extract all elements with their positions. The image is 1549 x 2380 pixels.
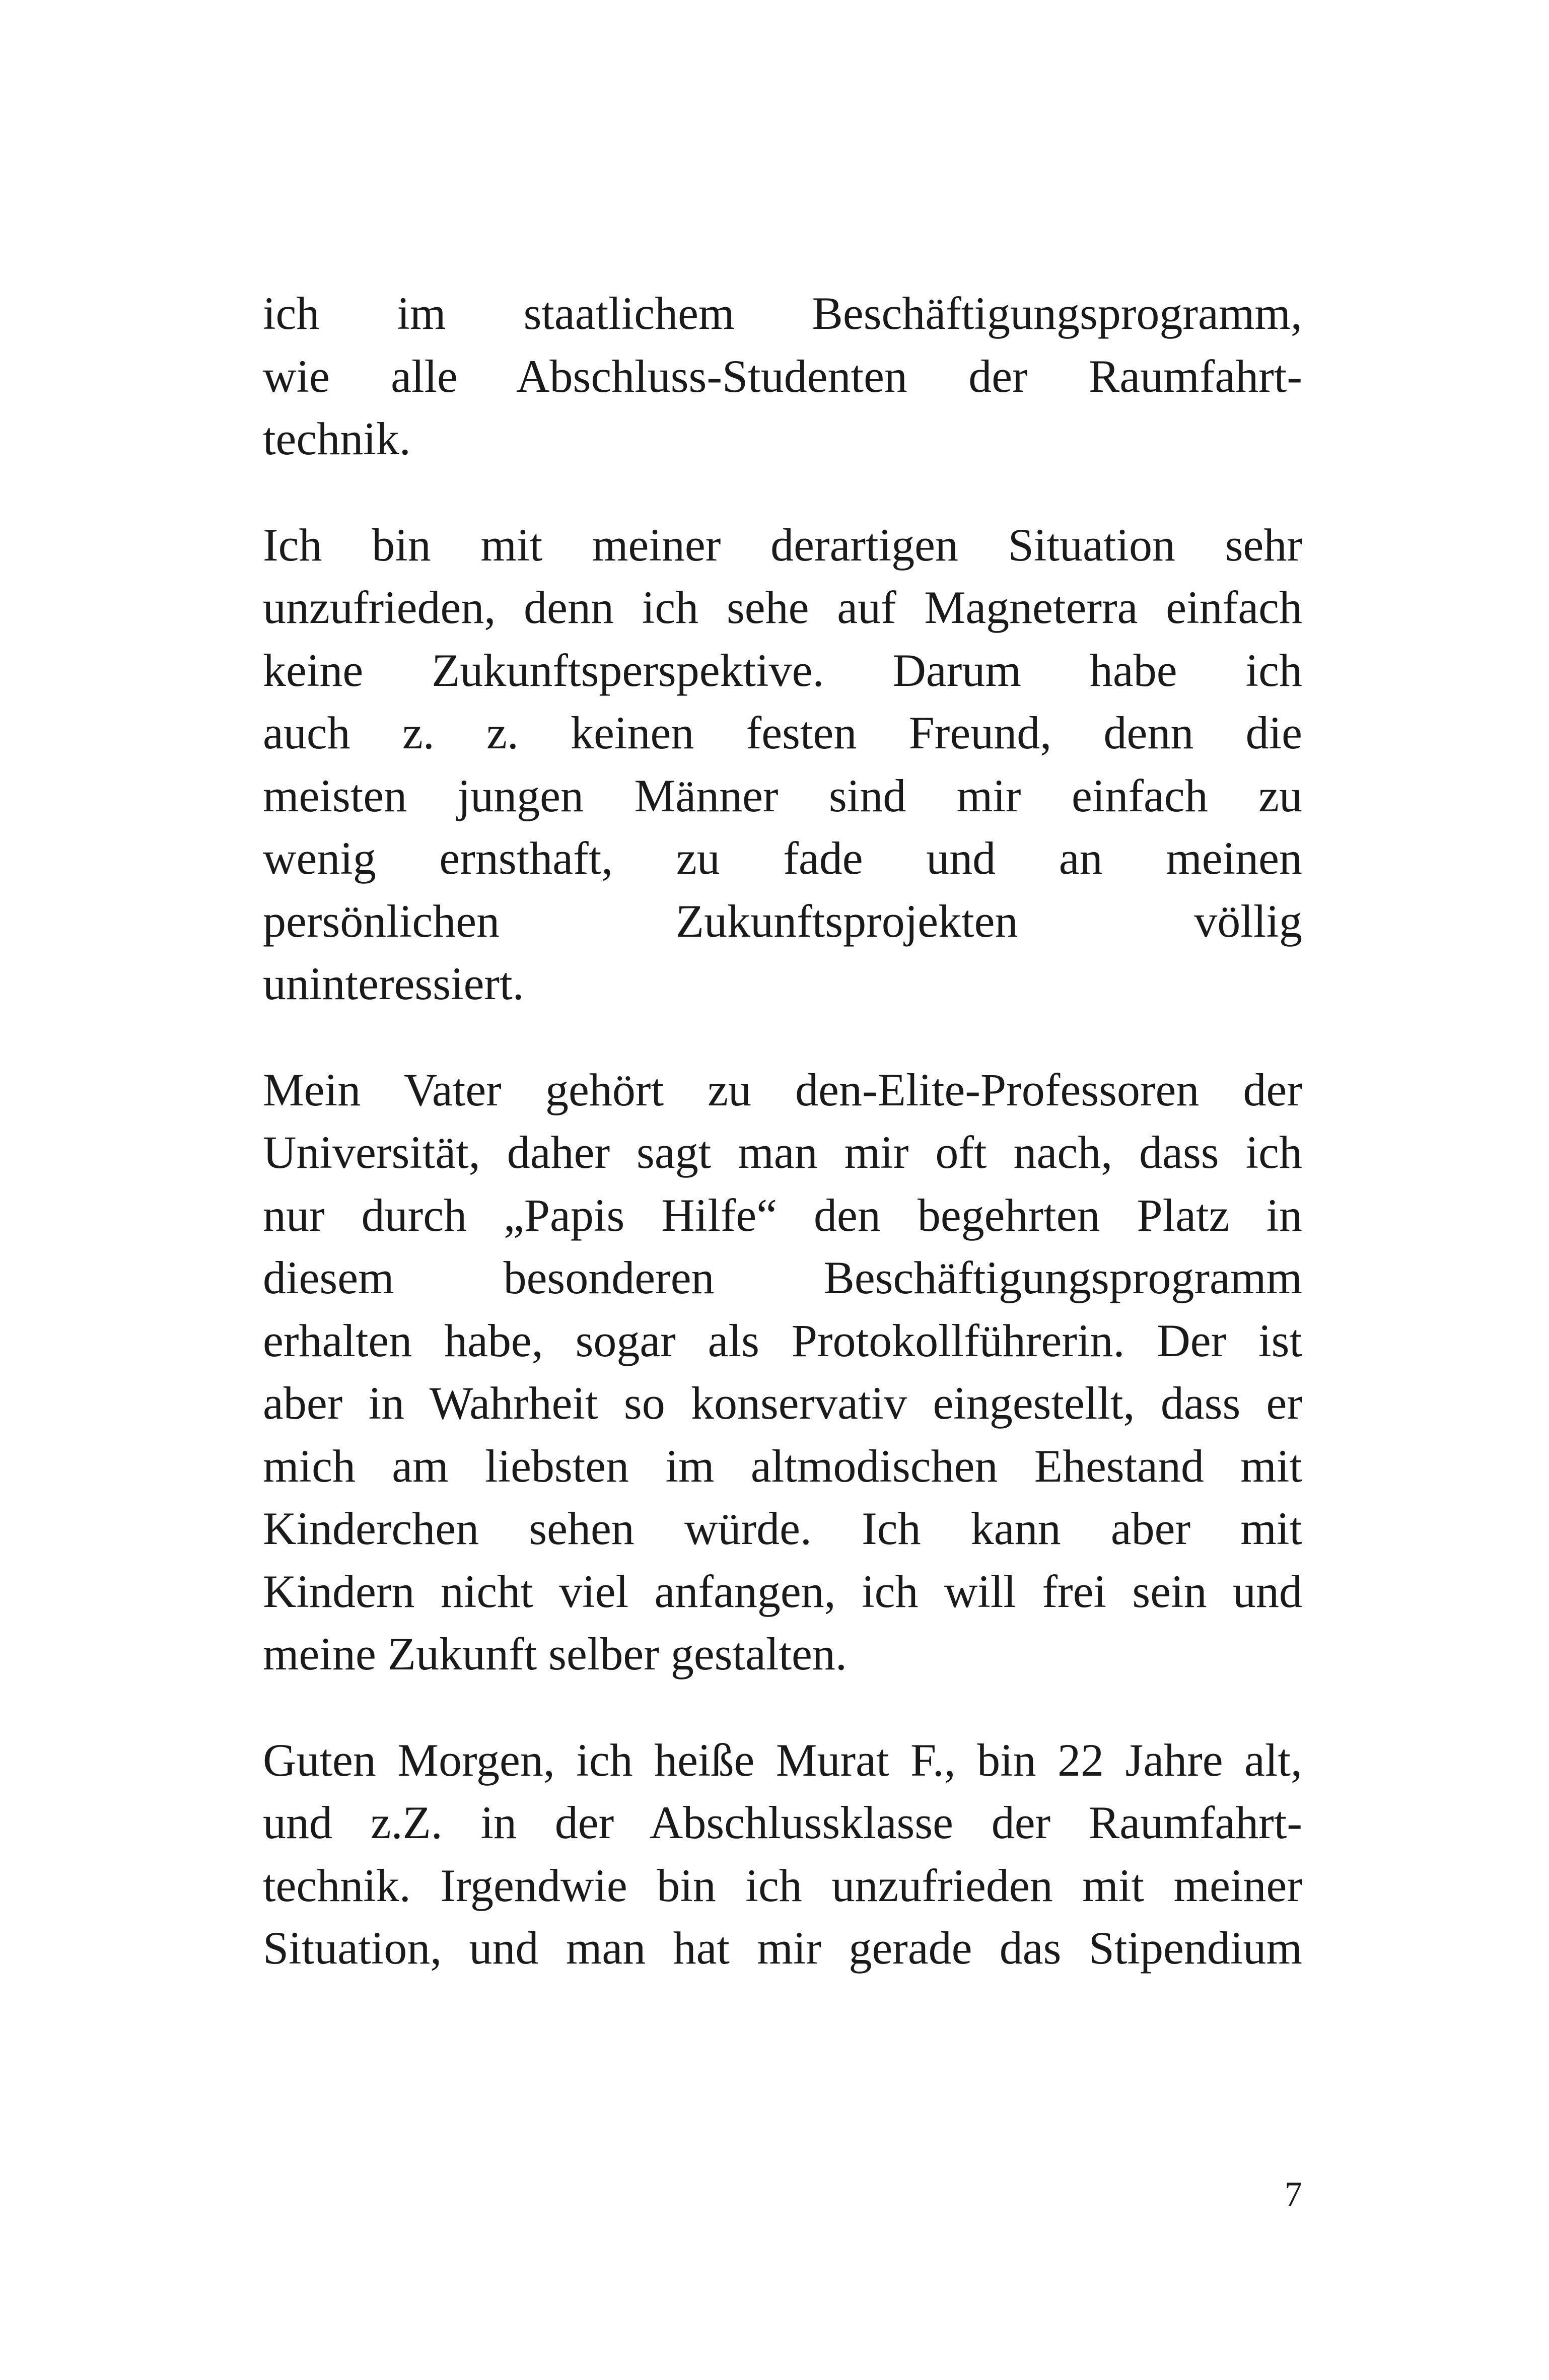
text-line: meine Zukunft selber gestalten. [263,1628,847,1679]
text-line: ich im staatlichem Beschäftigungsprogramm, [263,288,1302,339]
body-text [263,282,1302,2023]
text-line: Universität, daher sagt man mir oft nach, dass ich [263,1127,1302,1178]
text-line: Kinderchen sehen würde. Ich kann aber mit [263,1503,1302,1554]
page-number: 7 [1285,2175,1302,2214]
text-line: Mein Vater gehört zu den-Elite-Professoren der [263,1064,1302,1115]
text-line: uninteressiert. [263,958,524,1009]
text-line: erhalten habe, sogar als Protokollführerin. Der ist [263,1314,1302,1366]
paragraph [263,282,1302,470]
text-line: Guten Morgen, ich heiße Murat F., bin 22 Jahre alt, [263,1734,1302,1786]
text-line: technik. [263,413,411,464]
text-line: technik. Irgendwie bin ich unzufrieden mit meiner [263,1859,1302,1911]
text-line: diesem besonderen Beschäftigungsprogramm [263,1252,1302,1303]
text-line: persönlichen Zukunftsprojekten völlig [263,895,1302,947]
text-line: aber in Wahrheit so konservativ eingestellt, dass er [263,1377,1302,1429]
text-line: Ich bin mit meiner derartigen Situation sehr [263,519,1302,571]
paragraph [263,514,1302,1015]
paragraph [263,1059,1302,1686]
text-line: und z.Z. in der Abschlussklasse der Raumfahrt- [263,1797,1302,1848]
text-line: unzufrieden, denn ich sehe auf Magneterra einfach [263,582,1302,633]
text-line: wenig ernsthaft, zu fade und an meinen [263,832,1302,884]
text-line: mich am liebsten im altmodischen Ehestand mit [263,1440,1302,1492]
text-line: nur durch „Papis Hilfe“ den begehrten Platz in [263,1189,1302,1241]
text-line: Kindern nicht viel anfangen, ich will frei sein und [263,1565,1302,1617]
text-line: keine Zukunftsperspektive. Darum habe ich [263,644,1302,696]
text-line: Situation, und man hat mir gerade das Stipendium [263,1922,1302,1974]
paragraph [263,1729,1302,1980]
text-line: meisten jungen Männer sind mir einfach zu [263,769,1302,821]
text-line: auch z. z. keinen festen Freund, denn die [263,707,1302,758]
text-line: wie alle Abschluss-Studenten der Raumfahrt- [263,350,1302,402]
